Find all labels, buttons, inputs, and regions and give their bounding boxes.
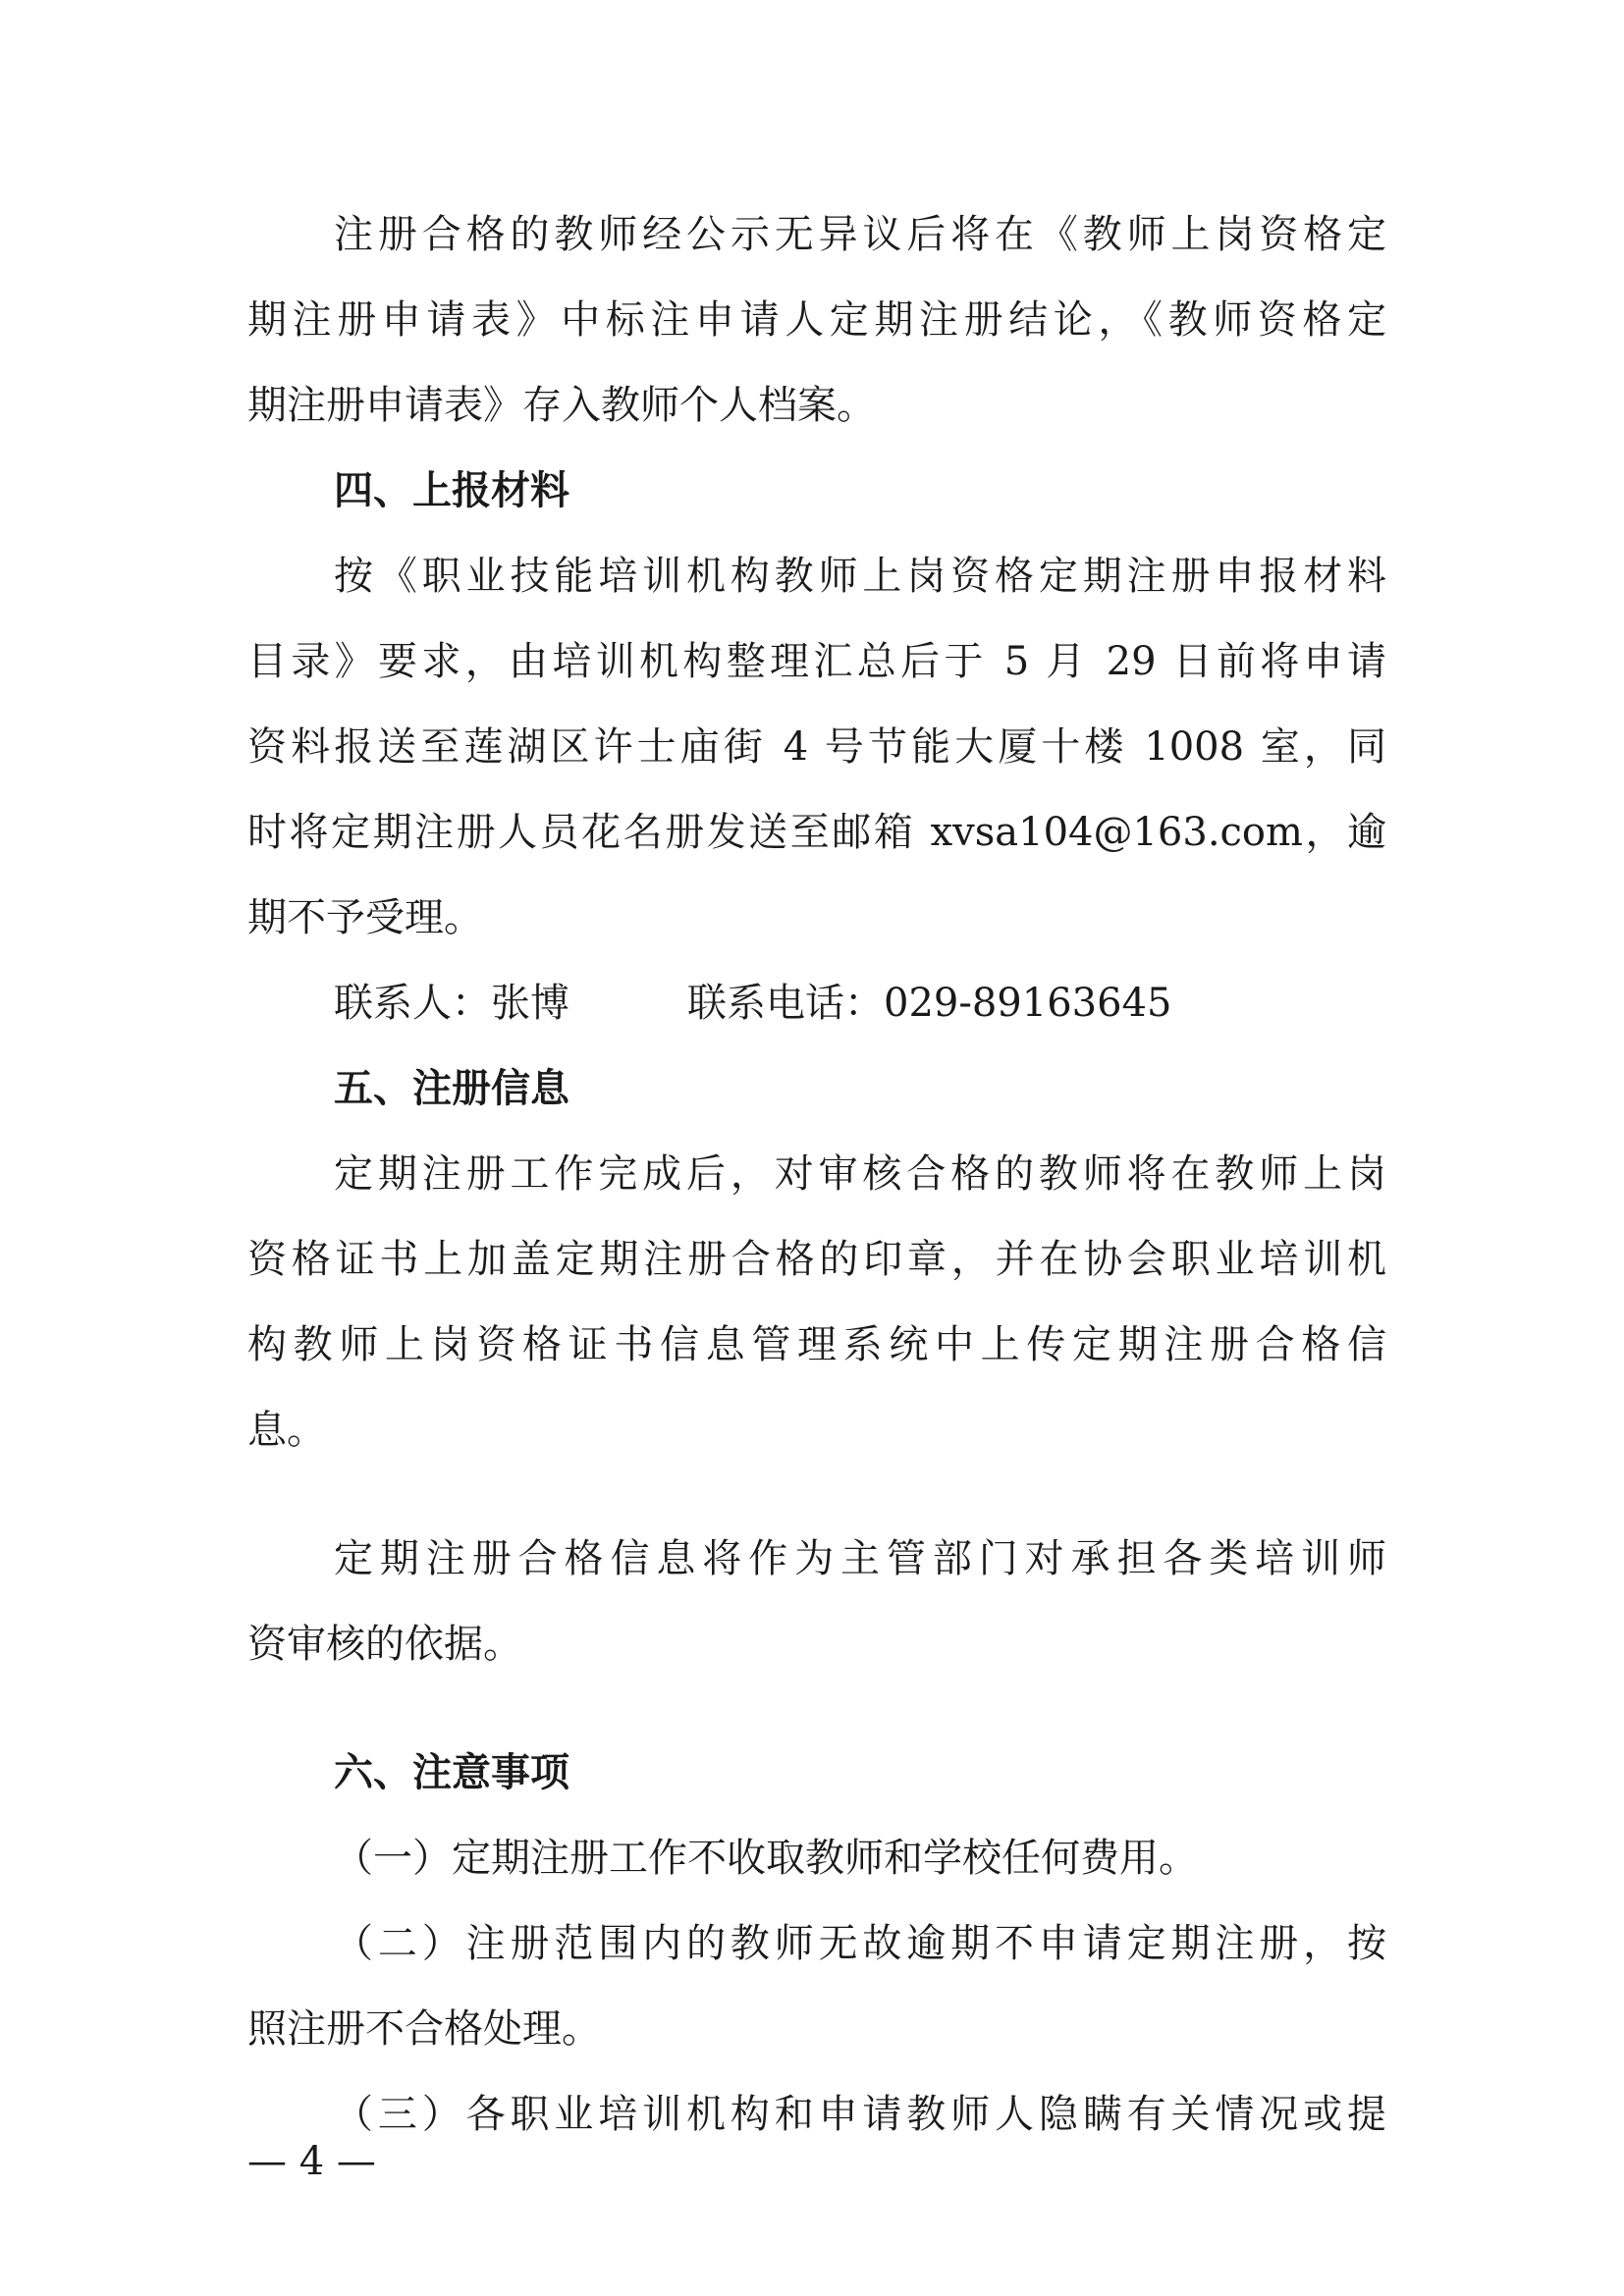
note-item-1: [247, 1816, 1386, 1901]
text-line: （一）定期注册工作不收取教师和学校任何费用。: [334, 1836, 1198, 1881]
text-line: 息。: [247, 1408, 326, 1453]
note-item-2: [247, 1901, 1386, 2072]
paragraph-spacer: [247, 1473, 1386, 1517]
paragraph-qualification-basis: [247, 1517, 1386, 1687]
contact-info: [247, 961, 1386, 1046]
section-heading-notes: 六、注意事项: [334, 1750, 569, 1795]
text-line: 资格证书上加盖定期注册合格的印章，并在协会职业培训机: [247, 1237, 1386, 1282]
paragraph-registration-result: [247, 192, 1386, 449]
contact-person: 联系人：张博: [334, 981, 569, 1026]
text-line: 注册合格的教师经公示无异议后将在《教师上岗资格定: [334, 212, 1386, 257]
text-line: 资审核的依据。: [247, 1622, 522, 1667]
text-line: 期注册申请表》中标注申请人定期注册结论，《教师资格定: [247, 297, 1386, 343]
paragraph-registration-info: [247, 1132, 1386, 1473]
text-line: 目录》要求，由培训机构整理汇总后于 5 月 29 日前将申请: [247, 639, 1386, 684]
document-body: [247, 192, 1386, 2158]
text-line: 构教师上岗资格证书信息管理系统中上传定期注册合格信: [247, 1322, 1386, 1367]
note-item-3: [247, 2072, 1386, 2158]
text-line: （二）注册范围内的教师无故逾期不申请定期注册，按: [334, 1921, 1386, 1966]
text-line: 资料报送至莲湖区许士庙街 4 号节能大厦十楼 1008 室，同: [247, 724, 1386, 770]
paragraph-submission-materials: [247, 534, 1386, 961]
text-line-email: 时将定期注册人员花名册发送至邮箱 xvsa104@163.com，逾: [247, 810, 1386, 855]
paragraph-spacer: [247, 1687, 1386, 1731]
text-line: 定期注册工作完成后，对审核合格的教师将在教师上岗: [334, 1151, 1386, 1197]
section-heading-registration-info: 五、注册信息: [334, 1066, 569, 1111]
text-line: （三）各职业培训机构和申请教师人隐瞒有关情况或提: [334, 2092, 1386, 2137]
text-line: 按《职业技能培训机构教师上岗资格定期注册申报材料: [334, 554, 1386, 599]
text-line: 定期注册合格信息将作为主管部门对承担各类培训师: [334, 1536, 1386, 1581]
page-number: — 4 —: [247, 2139, 376, 2184]
text-line: 照注册不合格处理。: [247, 2006, 601, 2052]
text-line: 期注册申请表》存入教师个人档案。: [247, 383, 876, 428]
section-heading-submission-materials: 四、上报材料: [334, 468, 569, 513]
text-line: 期不予受理。: [247, 895, 483, 940]
contact-phone: 联系电话：029-89163645: [687, 981, 1172, 1026]
